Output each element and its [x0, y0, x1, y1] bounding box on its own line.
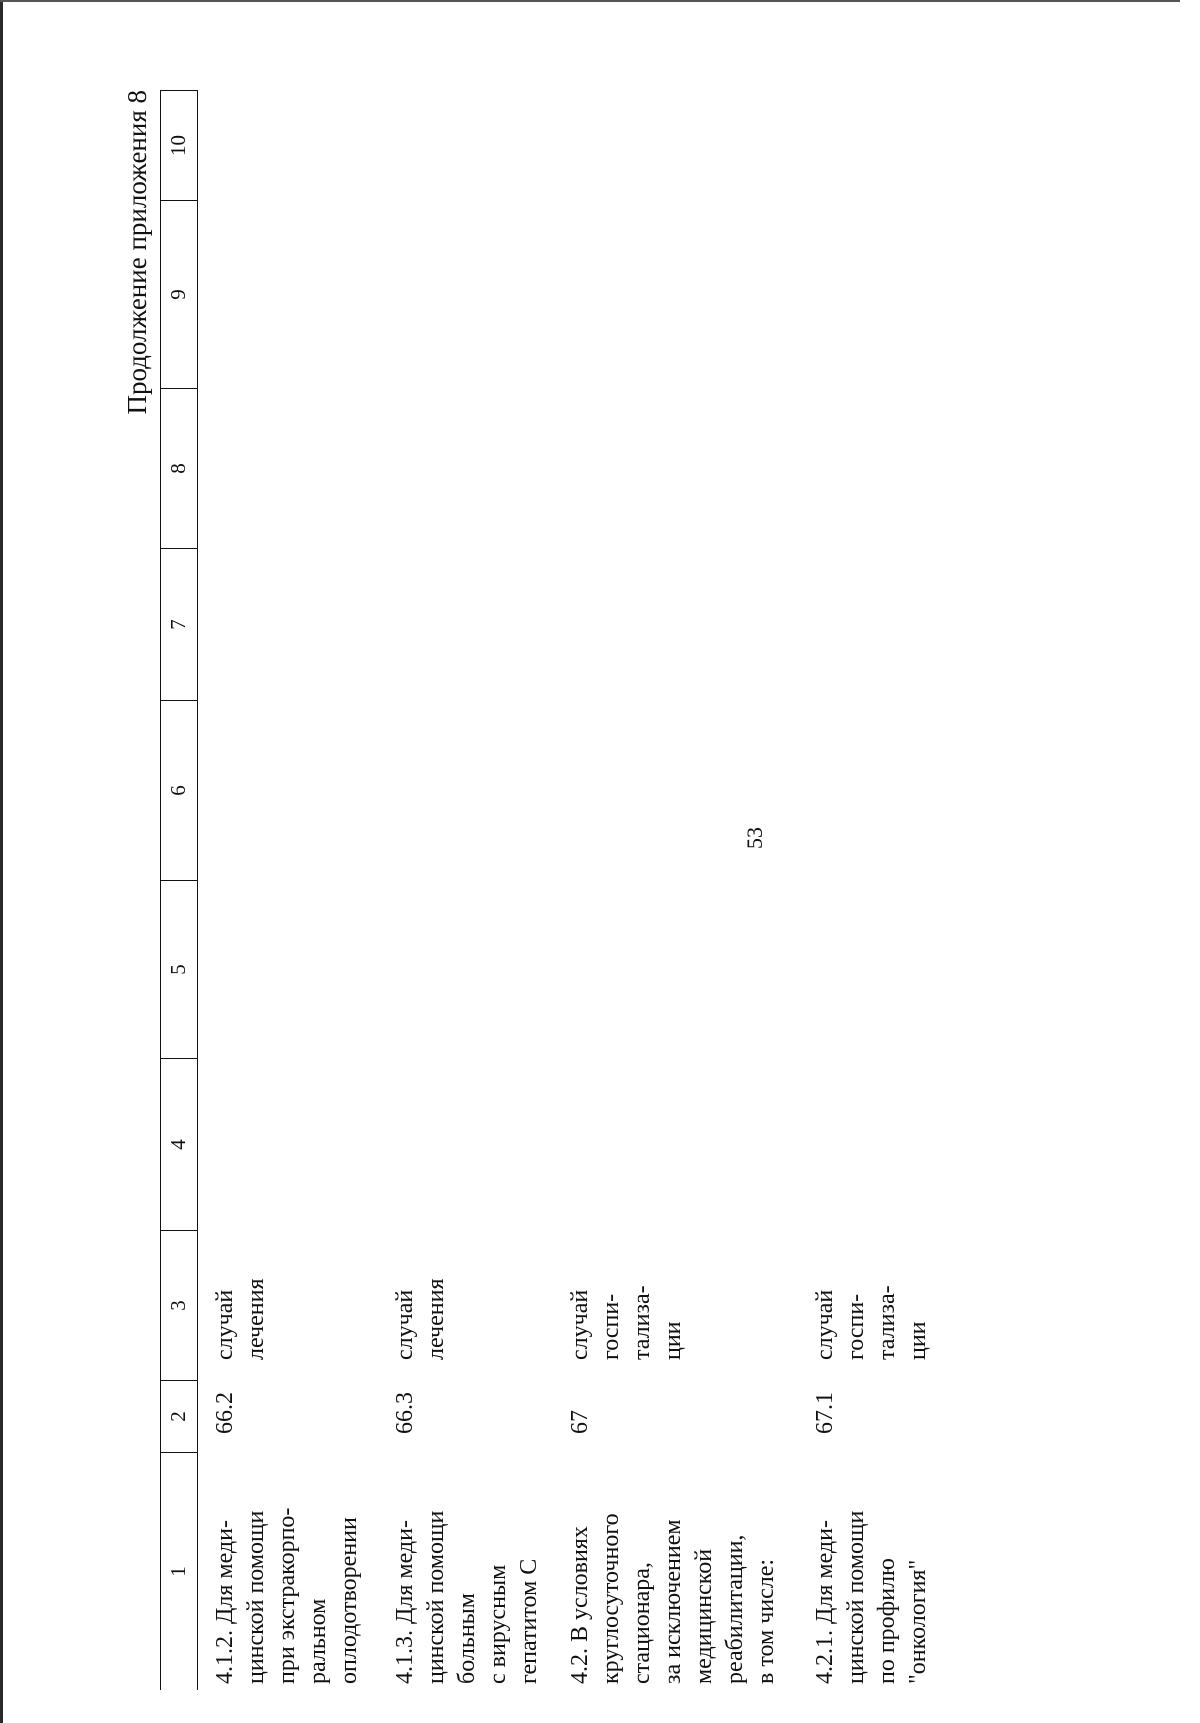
table-header-row	[160, 90, 198, 1690]
table-row	[565, 90, 782, 1690]
row-name-line: при экстракорпо-	[274, 1507, 300, 1684]
header-cell: 2	[161, 1380, 197, 1452]
row-unit-cell	[810, 1230, 934, 1380]
row-name-cell	[810, 1452, 934, 1690]
table-row	[390, 90, 545, 1690]
row-name-line: в том числе:	[753, 1558, 779, 1684]
row-name-line: 4.1.3. Для меди-	[392, 1520, 418, 1684]
row-name-line: с вирусным	[485, 1564, 511, 1684]
row-name-cell	[390, 1452, 545, 1690]
header-cell: 1	[161, 1452, 197, 1690]
appendix-caption: Продолжение приложения 8	[122, 90, 152, 415]
row-unit-line: тализа-	[874, 1285, 900, 1360]
row-unit-line: лечения	[243, 1278, 269, 1360]
scan-border-left	[0, 0, 3, 1723]
row-name-line: стационара,	[629, 1562, 655, 1684]
row-unit-line: случай	[567, 1289, 593, 1360]
row-unit-line: госпи-	[598, 1293, 624, 1360]
row-name-line: цинской помощи	[423, 1510, 449, 1684]
row-name-cell	[565, 1452, 782, 1690]
row-name-line: 4.2.1. Для меди-	[812, 1520, 838, 1684]
row-name-line: оплодотворении	[336, 1517, 362, 1684]
header-cell: 7	[161, 548, 197, 700]
row-unit-line: ции	[905, 1321, 931, 1360]
row-name-line: ральном	[305, 1598, 331, 1684]
table-row	[210, 90, 365, 1690]
header-cell: 10	[161, 90, 197, 200]
row-name-line: медицинской	[691, 1548, 717, 1684]
row-name-line: за исключением	[660, 1519, 686, 1684]
table-row	[810, 90, 934, 1690]
row-name-cell	[210, 1452, 365, 1690]
row-name-line: "онкология"	[905, 1559, 931, 1684]
header-cell: 9	[161, 200, 197, 388]
row-name-line: цинской помощи	[243, 1510, 269, 1684]
header-cell: 5	[161, 880, 197, 1058]
scan-border-top	[0, 0, 1180, 2]
row-name-line: реабилитации,	[722, 1534, 748, 1684]
header-cell: 4	[161, 1058, 197, 1230]
row-unit-line: тализа-	[629, 1285, 655, 1360]
row-code-cell: 67.1	[812, 1392, 838, 1434]
rotated-table-area	[110, 90, 1110, 1690]
row-name-line: цинской помощи	[843, 1510, 869, 1684]
row-unit-line: случай	[812, 1289, 838, 1360]
row-unit-cell	[210, 1230, 365, 1380]
row-unit-cell	[390, 1230, 545, 1380]
row-name-line: круглосуточного	[598, 1513, 624, 1684]
row-name-line: по профилю	[874, 1558, 900, 1684]
row-code-cell: 67	[567, 1410, 593, 1434]
row-code-cell: 66.2	[212, 1392, 238, 1434]
header-cell: 6	[161, 700, 197, 880]
page-number: 53	[742, 827, 767, 849]
row-name-line: гепатитом C	[516, 1558, 542, 1684]
row-unit-line: госпи-	[843, 1293, 869, 1360]
row-name-line: больным	[454, 1593, 480, 1684]
row-name-line: 4.1.2. Для меди-	[212, 1520, 238, 1684]
row-unit-cell	[565, 1230, 782, 1380]
row-name-line: 4.2. В условиях	[567, 1526, 593, 1684]
row-code-cell: 66.3	[392, 1392, 418, 1434]
row-unit-line: ции	[660, 1321, 686, 1360]
header-cell: 3	[161, 1230, 197, 1380]
row-unit-line: случай	[392, 1289, 418, 1360]
header-cell: 8	[161, 388, 197, 548]
row-unit-line: случай	[212, 1289, 238, 1360]
row-unit-line: лечения	[423, 1278, 449, 1360]
